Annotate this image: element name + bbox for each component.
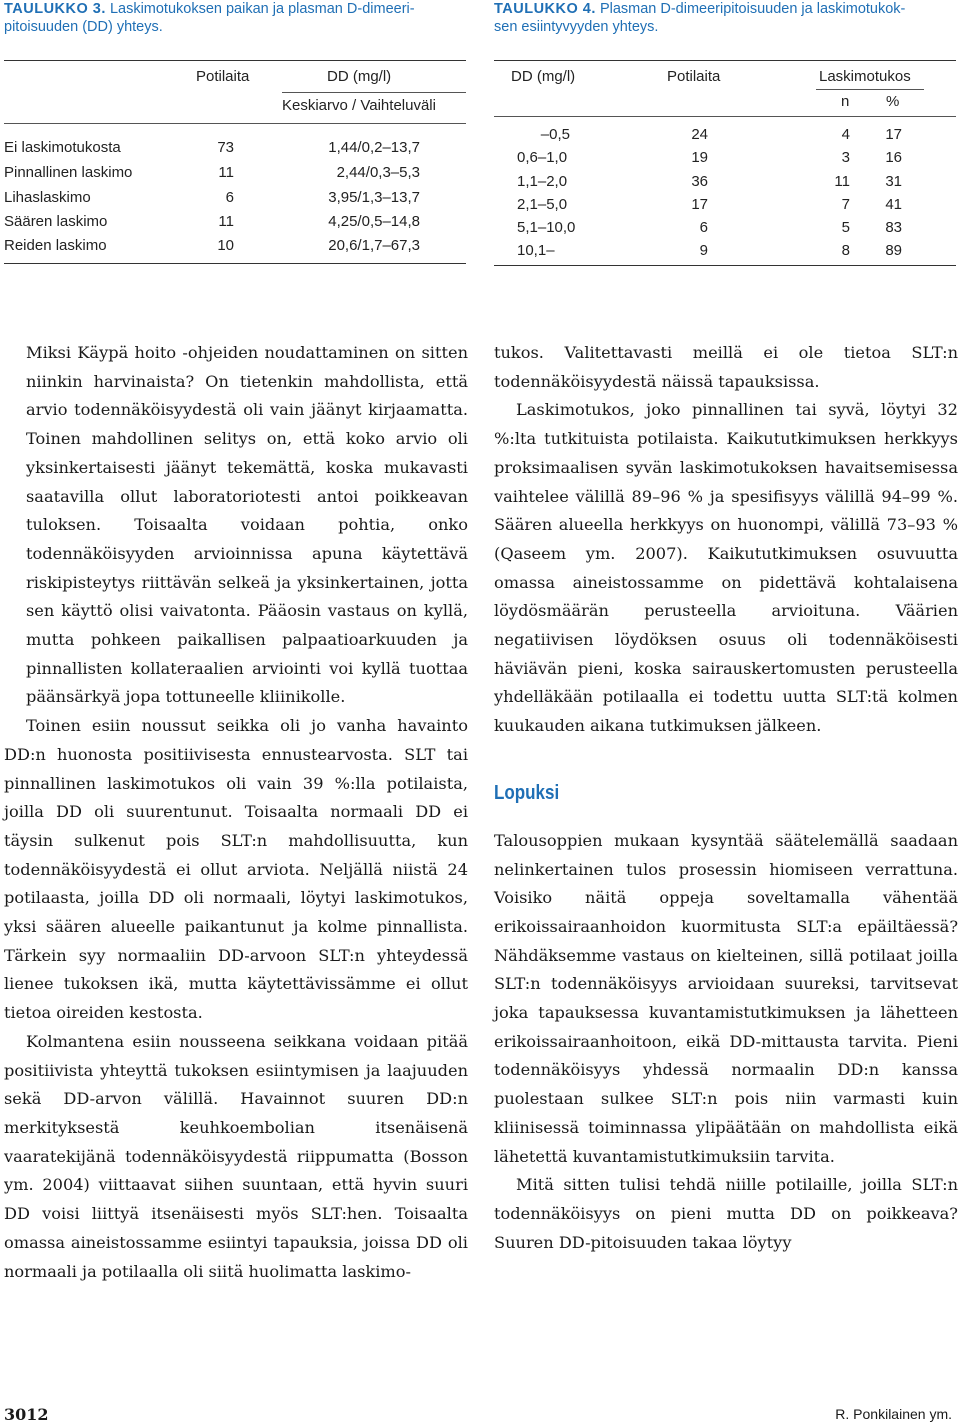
- table3-label: TAULUKKO 3.: [4, 1, 106, 17]
- table4-row-dd: 0,6–1,0: [517, 149, 568, 166]
- table3-header-rule: [4, 123, 466, 124]
- table4-row-n: 11: [834, 173, 850, 190]
- body-paragraph: Talousoppien mukaan kysyntää säätelemällä saadaan nelinkertainen tulos prosessin hiomiseen verrattuna. Voisiko näitä oppeja soveltamalla vähentää erikoissairaanhoidon kuormitusta SLT:a epäiltäessä? Nähdäksemme vastaus on kielteinen, sillä potilaat joilla SLT:n todennäköisyys arvioidaan suureksi, tarvitsevat joka tapauksessa kuvantamistutkimuksen ja lähetteen erikoissairaanhoitoon, eikä DD-mittausta tarvita. Pieni todennäköisyys yhdessä normaalin DD:n kanssa puolestaan sulkee SLT:n pois niin varmasti kuin kliinisessä toiminnassa ylipäätään on mahdollista eikä lähetettä kuvantamistutkimuksiin tarvita.: [494, 830, 958, 1166]
- section-heading: Lopuksi: [494, 781, 560, 804]
- running-author: R. Ponkilainen ym.: [835, 1406, 952, 1422]
- table4-header-patients: Potilaita: [667, 68, 721, 85]
- body-paragraph: Laskimotukos, joko pinnallinen tai syvä, löytyi 32 %:lta tutkituista potilaista. Kaikututkimuksen herkkyys proksimaalisen syvän laskimotukoksen havaitsemisessa vaihtelee välillä 89–96 % ja spesifisyys välillä 94–99 %. Säären alueella herkkyys on huonompi, välillä 73–93 % (Qaseem ym. 2007). Kaikututkimuksen osuvuutta omassa aineistossamme on pidettävä kohtalaisena löydösmäärän perusteella arvioituna. Väärien negatiivisen löydöksen osuus oli todennäköisesti häviävän pieni, koska sairauskertomusten perusteella yhdelläkään potilaalla ei todettu uutta SLT:tä kolmen kuukauden aikana tutkimuksen jälkeen.: [494, 400, 958, 736]
- left-column: [4, 339, 468, 1286]
- table3-subheader: Keskiarvo / Vaihteluväli: [282, 97, 436, 114]
- table4-row-n: 7: [841, 196, 850, 213]
- table3-row-label: Säären laskimo: [4, 213, 108, 230]
- page-number: 3012: [4, 1405, 49, 1424]
- table3-dd-rule: [282, 92, 466, 93]
- table4-caption-line2: sen esiintyvyyden yhteys.: [494, 19, 659, 35]
- table3-row-dd: 20,6/1,7–67,3: [328, 237, 420, 254]
- body-paragraph: Miksi Käypä hoito -ohjeiden noudattaminen on sitten niinkin harvinaista? On tietenkin mahdollista, että arvio todennäköisyydestä oli vain jäänyt kirjaamatta. Toinen mahdollinen selitys on, että koko arvio oli yksinkertaisesti jäänyt tekemättä, koska mukavasti saatavilla ollut laboratoriotesti antoi poikkeavan tuloksen. Toisaalta voidaan pohtia, onko todennäköisyyden arvioinnissa apuna käytettävä riskipisteytys riittävän selkeä ja yksinkertainen, jotta sen käyttö olisi vaivatonta. Pääosin vastaus on kyllä, mutta pohkeen paikallisen palpaatioarkuuden ja pinnallisten kollateraalien arviointi voi kyllä tuottaa päänsärkyä jopa tottuneelle kliinikolle.: [26, 343, 468, 707]
- table4-row-n: 3: [841, 149, 850, 166]
- table3-row-dd: 4,25/0,5–14,8: [328, 213, 420, 230]
- table4-row-dd: 5,1–10,0: [517, 219, 576, 236]
- table3-row-label: Ei laskimotukosta: [4, 139, 121, 156]
- table3-row-n: 6: [225, 189, 234, 206]
- table4-header-thrombosis: Laskimotukos: [819, 68, 911, 85]
- table4-bottom-rule: [494, 265, 956, 266]
- table3-caption: [4, 0, 464, 36]
- table4-row-dd: 10,1–: [517, 242, 555, 259]
- table4-row-pct: 41: [885, 196, 902, 213]
- table4-row-pct: 83: [885, 219, 902, 236]
- table4-row-dd: 1,1–2,0: [517, 173, 568, 190]
- body-paragraph: Toinen esiin noussut seikka oli jo vanha havainto DD:n huonosta positiivisesta ennustearvosta. SLT tai pinnallinen laskimotukos oli vain 39 %:lla potilaista, joilla DD oli suurentunut. Toisaalta normaali DD ei täysin sulkenut pois SLT:n mahdollisuutta, kun todennäköisyydestä ei ollut arviota. Neljällä niistä 24 potilaasta, joilla DD oli normaali, löytyi laskimotukos, yksi säären alueelle paikantunut ja kolme pinnallista. Tärkein syy normaaliin DD-arvoon SLT:n yhteydessä lienee tukoksen ikä, mutta käytettävissämme ei ollut tietoa oireiden kestosta.: [4, 716, 468, 1023]
- table3-row-label: Lihaslaskimo: [4, 189, 91, 206]
- table4-row-dd: 2,1–5,0: [517, 196, 568, 213]
- table3-top-rule: [4, 60, 466, 61]
- body-paragraph: Mitä sitten tulisi tehdä niille potilaille, joilla SLT:n todennäköisyys on pieni mutta DD on poikkeava? Suuren DD-pitoisuuden takaa löytyy: [494, 1175, 958, 1252]
- table4-sub-n: n: [841, 93, 850, 110]
- table4-row-patients: 19: [691, 149, 708, 166]
- table3-row-label: Reiden laskimo: [4, 237, 107, 254]
- table3-header-dd: DD (mg/l): [327, 68, 392, 85]
- table3-caption-line2: pitoisuuden (DD) yhteys.: [4, 19, 163, 35]
- table3-header-patients: Potilaita: [196, 68, 250, 85]
- table3-row-dd: 3,95/1,3–13,7: [328, 189, 420, 206]
- table4-label: TAULUKKO 4.: [494, 1, 596, 17]
- table4-header-dd: DD (mg/l): [511, 68, 576, 85]
- table4-row-patients: 24: [691, 126, 708, 143]
- table3-row-n: 73: [217, 139, 234, 156]
- table4-row-pct: 16: [885, 149, 902, 166]
- table3-caption-line1: Laskimotukoksen paikan ja plasman D-dimeeri-: [109, 1, 415, 17]
- table4-row-pct: 31: [885, 173, 902, 190]
- table4-row-pct: 89: [885, 242, 902, 259]
- table3-row-label: Pinnallinen laskimo: [4, 164, 133, 181]
- table4-header-rule: [494, 116, 956, 117]
- body-paragraph: tukos. Valitettavasti meillä ei ole tietoa SLT:n todennäköisyydestä näissä tapauksissa.: [494, 343, 958, 391]
- table3-row-n: 11: [218, 213, 234, 230]
- table3-row-dd: 1,44/0,2–13,7: [328, 139, 420, 156]
- table3-row-dd: 2,44/0,3–5,3: [336, 164, 420, 181]
- body-paragraph: Kolmantena esiin nousseena seikkana voidaan pitää positiivista yhteyttä tukoksen esiintymisen ja laajuuden sekä DD-arvon välillä. Havainnot suuren DD:n merkityksestä keuhkoembolian itsenäisenä vaaratekijänä todennäköisyydestä riippumatta (Bosson ym. 2004) viittaavat siihen suuntaan, että hyvin suuri DD voisi liittyä itsenäisesti myös SLT:hen. Toisaalta omassa aineistossamme esiintyi tapauksia, joissa DD oli normaali ja potilaalla oli siitä huolimatta laskimo-: [4, 1031, 468, 1281]
- table4-row-dd: –0,5: [540, 126, 570, 143]
- table4-thrombosis-rule: [816, 89, 924, 90]
- table4-row-patients: 6: [699, 219, 708, 236]
- table3-row-n: 11: [218, 164, 234, 181]
- table4-caption: [494, 0, 956, 36]
- table4-caption-line1: Plasman D-dimeeripitoisuuden ja laskimotukok-: [599, 1, 906, 17]
- table3-row-n: 10: [217, 237, 234, 254]
- table4-top-rule: [494, 60, 956, 61]
- table4-row-patients: 17: [691, 196, 708, 213]
- table4-row-n: 4: [841, 126, 850, 143]
- table4-row-patients: 36: [691, 173, 708, 190]
- table4-sub-pct: %: [886, 93, 900, 110]
- right-column: [494, 339, 958, 1257]
- table3-bottom-rule: [4, 263, 466, 264]
- table4-row-patients: 9: [699, 242, 708, 259]
- table4-row-n: 5: [841, 219, 850, 236]
- table4-row-pct: 17: [885, 126, 902, 143]
- table4-row-n: 8: [841, 242, 850, 259]
